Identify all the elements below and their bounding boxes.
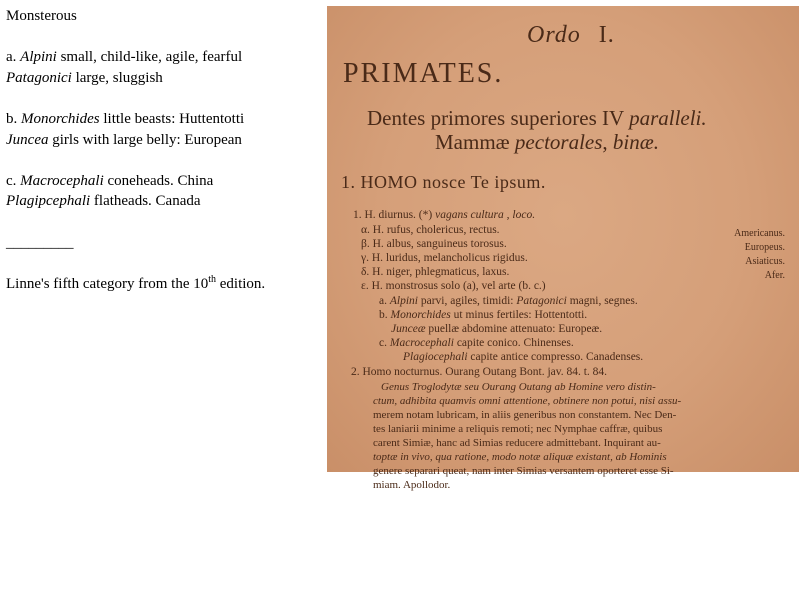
scan-line-alpini [379, 295, 638, 307]
scan-para-3: merem notam lubricam, in aliis generibus non constantem. Nec Den- [373, 409, 677, 421]
scan-dentes-italic: paralleli. [629, 106, 707, 130]
item-a-line1 [6, 47, 324, 68]
scan-line-monorchides-b: Monorchides [390, 309, 451, 321]
scan-line-macrocephali-b: Macrocephali [389, 337, 454, 349]
scan-line-monorchides-c: ut minus fertiles: Hottentotti. [450, 309, 588, 321]
scan-line-alpini-c: parvi, agiles, timidi: [417, 295, 517, 307]
term-patagonici: Patagonici [6, 69, 72, 86]
desc-patagonici: large, sluggish [71, 69, 163, 86]
desc-plagipcephali: flatheads. Canada [90, 193, 201, 210]
scan-title: PRIMATES. [343, 58, 504, 89]
left-text-column [6, 6, 324, 294]
item-a-line2 [6, 68, 324, 89]
scan-label-afer: Afer. [764, 270, 785, 281]
desc-juncea: girls with large belly: European [48, 131, 242, 148]
heading-monsterous: Monsterous [6, 8, 77, 24]
scan-line-monstrosus: ε. H. monstrosus solo (a), vel arte (b. c.) [361, 280, 546, 292]
scan-label-americanus: Americanus. [734, 228, 785, 239]
term-macrocephali: Macrocephali [20, 172, 104, 189]
scan-dentes [367, 106, 707, 131]
footer-pre: Linne's fifth category from the 10 [6, 275, 209, 292]
scan-para-2: ctum, adhibita quamvis omni attentione, obtinere non potui, nisi assu- [373, 395, 682, 407]
term-plagipcephali: Plagipcephali [6, 193, 91, 210]
scan-line-diurnus [353, 209, 535, 221]
footer-caption [6, 274, 324, 295]
scanned-book-page [327, 6, 799, 491]
scan-para-5: carent Simiæ, hanc ad Simias reducere admittebant. Inquirant au- [373, 437, 661, 449]
scan-ordo [527, 22, 615, 49]
scan-mammae-italic1: pectorales [514, 130, 603, 154]
scan-line-monorchides [379, 309, 587, 321]
scan-line-luridus: γ. H. luridus, melancholicus rigidus. [361, 252, 528, 264]
scan-label-europeus: Europeus. [744, 242, 785, 253]
separator-line: _________ [6, 234, 74, 251]
scan-line-plagiocephali [403, 351, 643, 363]
item-b-line1 [6, 109, 324, 130]
item-b-label: b. [6, 110, 21, 127]
term-alpini: Alpini [20, 49, 57, 66]
scan-line-alpini-d: Patagonici [516, 295, 567, 307]
scan-line-diurnus-b: vagans cultura , loco. [435, 209, 536, 221]
scan-para-8: miam. Apollodor. [373, 479, 451, 491]
scan-homo-heading: 1. HOMO nosce Te ipsum. [341, 172, 546, 192]
scan-line-niger: δ. H. niger, phlegmaticus, laxus. [361, 266, 510, 278]
scan-line-nocturnus: 2. Homo nocturnus. Ourang Outang Bont. jav. 84. t. 84. [351, 366, 608, 378]
scan-para-1: Genus Troglodytæ seu Ourang Outang ab Homine vero distin- [381, 381, 656, 393]
item-c-line1 [6, 171, 324, 192]
scan-mammae-comma: , [602, 130, 613, 154]
desc-alpini: small, child-like, agile, fearful [56, 49, 243, 66]
term-juncea: Juncea [6, 131, 49, 148]
scan-mammae-text: Mammæ [435, 130, 515, 154]
scan-line-macrocephali-a: c. [379, 337, 390, 349]
scan-line-alpini-e: magni, segnes. [566, 295, 638, 307]
scan-para-4: tes laniarii minime a reliquis remoti; nec Nymphae caffræ, quibus [373, 423, 663, 435]
scan-label-asiaticus: Asiaticus. [745, 256, 785, 267]
scan-mammae [435, 130, 659, 155]
scan-line-monorchides-a: b. [379, 309, 391, 321]
scan-line-junceae-a: Junceæ [391, 323, 426, 335]
scan-line-junceae-b: puellæ abdomine attenuato: Europeæ. [425, 323, 603, 335]
scan-line-macrocephali [379, 337, 574, 349]
scan-ordo-number: I. [598, 22, 615, 48]
scan-dentes-text: Dentes primores superiores IV [367, 106, 630, 130]
scan-line-macrocephali-c: capite conico. Chinenses. [453, 337, 574, 349]
desc-macrocephali: coneheads. China [103, 172, 214, 189]
footer-post: edition. [216, 275, 266, 292]
scan-line-rufus: α. H. rufus, cholericus, rectus. [361, 224, 500, 236]
scan-para-6: toptæ in vivo, qua ratione, modo notæ aliquæ existant, ab Hominis [373, 451, 667, 463]
scan-line-diurnus-a: 1. H. diurnus. (*) [353, 209, 436, 221]
item-b-line2 [6, 130, 324, 151]
scan-mammae-italic2: binæ. [612, 130, 659, 154]
desc-monorchides: little beasts: Huttentotti [99, 110, 245, 127]
scan-line-albus: β. H. albus, sanguineus torosus. [361, 238, 507, 250]
scan-line-junceae [391, 323, 602, 335]
item-a-label: a. [6, 49, 21, 66]
item-c-line2 [6, 191, 324, 212]
scan-line-alpini-b: Alpini [389, 295, 418, 307]
scan-line-alpini-a: a. [379, 295, 390, 307]
term-monorchides: Monorchides [21, 110, 100, 127]
scan-ordo-word: Ordo [527, 22, 581, 48]
item-c-label: c. [6, 172, 21, 189]
scan-para-7: genere separari queat, nam inter Simias versantem oporteret esse Si- [373, 465, 674, 477]
scan-line-plagiocephali-a: Plagiocephali [403, 351, 468, 363]
scan-line-plagiocephali-b: capite antice compresso. Canadenses. [467, 351, 644, 363]
footer-sup: th [208, 273, 217, 285]
